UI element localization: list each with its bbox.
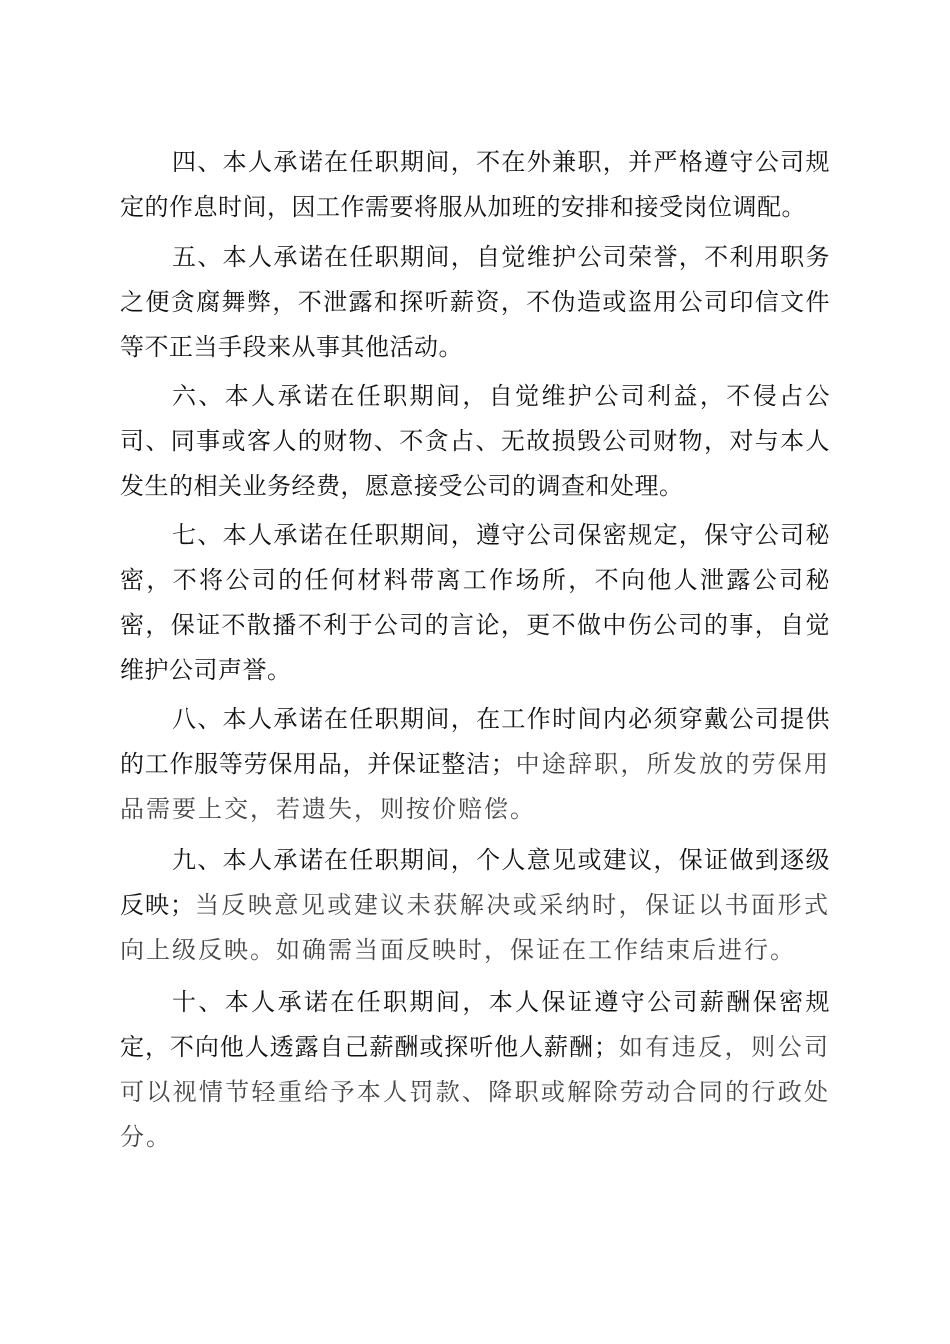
clause-5-text: 五、本人承诺在任职期间，自觉维护公司荣誉，不利用职务之便贪腐舞弊，不泄露和探听薪资，不伪造或盗用公司印信文件等不正当手段来从事其他活动。 — [120, 243, 830, 361]
clause-6-text: 六、本人承诺在任职期间，自觉维护公司利益，不侵占公司、同事或客人的财物、不贪占、无故损毁公司财物，对与本人发生的相关业务经费，愿意接受公司的调查和处理。 — [120, 382, 830, 500]
clause-8-tail: 中途辞职，所发放的劳保用品需要上交，若遗失，则按价赔偿。 — [120, 750, 831, 823]
clause-8 — [120, 697, 830, 832]
clause-4 — [120, 140, 830, 230]
clause-9 — [120, 838, 830, 973]
clause-6 — [120, 374, 830, 509]
clause-10 — [120, 980, 830, 1160]
clause-7 — [120, 513, 830, 693]
clause-9-tail: 当反映意见或建议未获解决或采纳时，保证以书面形式向上级反映。如确需当面反映时，保证在工作结束后进行。 — [120, 891, 831, 964]
clause-7-text: 七、本人承诺在任职期间，遵守公司保密规定，保守公司秘密，不将公司的任何材料带离工作场所，不向他人泄露公司秘密，保证不散播不利于公司的言论，更不做中伤公司的事，自觉维护公司声誉。 — [120, 521, 830, 684]
clause-4-text: 四、本人承诺在任职期间，不在外兼职，并严格遵守公司规定的作息时间，因工作需要将服从加班的安排和接受岗位调配。 — [120, 148, 830, 221]
clause-10-tail: 如有违反，则公司可以视情节轻重给予本人罚款、降职或解除劳动合同的行政处分。 — [120, 1033, 831, 1151]
clause-10-text: 十、本人承诺在任职期间，本人保证遵守公司薪酬保密规定，不向他人透露自己薪酬或探听他人薪酬； — [120, 988, 830, 1061]
clause-8-text: 八、本人承诺在任职期间，在工作时间内必须穿戴公司提供的工作服等劳保用品，并保证整洁； — [120, 705, 830, 778]
document-page — [120, 140, 830, 1160]
clause-9-text: 九、本人承诺在任职期间，个人意见或建议，保证做到逐级反映； — [120, 846, 830, 919]
clause-5 — [120, 235, 830, 370]
